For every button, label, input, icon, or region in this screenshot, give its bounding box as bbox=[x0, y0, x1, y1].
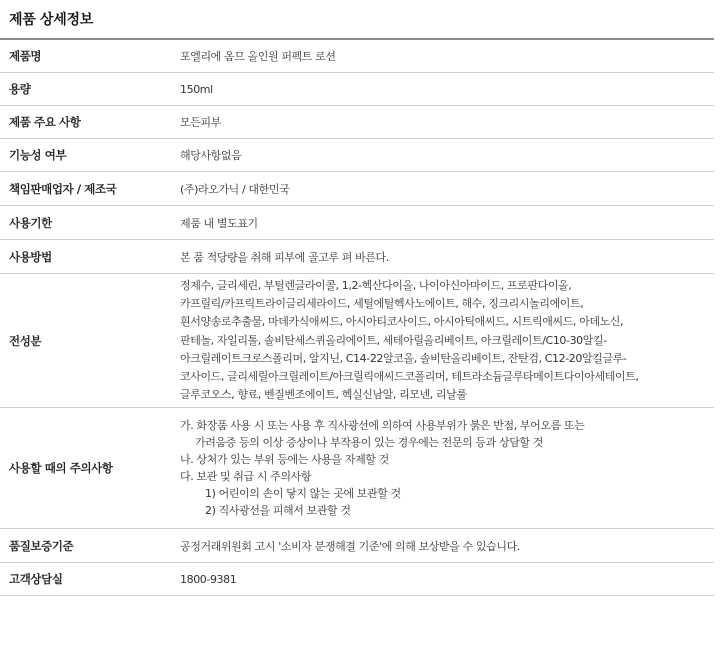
caution-line: 1) 어린이의 손이 닿지 않는 곳에 보관할 것 bbox=[205, 487, 401, 501]
ingredient-line: 흰서양송로추출물, 마데카식애씨드, 아시아티코사이드, 아시아틱애씨드, 시트릭애씨드, 아데노신, bbox=[180, 315, 624, 329]
row-label: 사용기한 bbox=[0, 206, 172, 240]
table-row-quality bbox=[0, 529, 714, 563]
table-row-ingredients bbox=[0, 274, 714, 408]
ingredient-line: 판테놀, 자일리톨, 솔비탄세스퀴올리에이트, 세테아릴올리베이트, 아크릴레이트/C10-30알킬- bbox=[180, 333, 607, 347]
row-label: 사용할 때의 주의사항 bbox=[0, 408, 172, 529]
ingredients-value bbox=[172, 274, 714, 408]
product-spec-table bbox=[0, 38, 714, 596]
table-row-usage bbox=[0, 240, 714, 274]
row-label: 고객상담실 bbox=[0, 563, 172, 596]
row-value: 포엘리에 옴므 올인원 퍼펙트 로션 bbox=[172, 39, 714, 73]
table-row-volume bbox=[0, 73, 714, 106]
caution-line: 가려움증 등의 이상 증상이나 부작용이 있는 경우에는 전문의 등과 상담할 것 bbox=[195, 436, 543, 450]
section-title: 제품 상세정보 bbox=[9, 12, 93, 28]
row-value: 공정거래위원회 고시 '소비자 분쟁해결 기준'에 의해 보상받을 수 있습니다. bbox=[172, 529, 714, 563]
row-value: 150ml bbox=[172, 73, 714, 106]
table-row-customer-service bbox=[0, 563, 714, 596]
row-label: 제품명 bbox=[0, 39, 172, 73]
table-row-product-name bbox=[0, 39, 714, 73]
table-row-cautions bbox=[0, 408, 714, 529]
ingredient-line: 코사이드, 글리세릴아크릴레이트/아크릴릭애씨드코폴리머, 테트라소듐글루타메이트다이아세테이트, bbox=[180, 370, 639, 384]
table-row-functional bbox=[0, 139, 714, 172]
table-row-manufacturer bbox=[0, 172, 714, 206]
row-value: 해당사항없음 bbox=[172, 139, 714, 172]
row-label: 전성분 bbox=[0, 274, 172, 408]
ingredient-line: 글루코오스, 향료, 벤질벤조에이트, 헥실신남알, 리모넨, 리날룰 bbox=[180, 388, 467, 402]
caution-line: 2) 직사광선을 피해서 보관할 것 bbox=[205, 504, 351, 518]
row-value: 1800-9381 bbox=[172, 563, 714, 596]
ingredient-line: 아크릴레이트크로스폴리머, 알지닌, C14-22알코올, 솔비탄올리베이트, 잔탄검, C12-20알킬글루- bbox=[180, 351, 627, 365]
caution-line: 다. 보관 및 취급 시 주의사항 bbox=[180, 470, 312, 484]
table-row-expiry bbox=[0, 206, 714, 240]
row-value: (주)라오가닉 / 대한민국 bbox=[172, 172, 714, 206]
row-label: 책임판매업자 / 제조국 bbox=[0, 172, 172, 206]
caution-line: 나. 상처가 있는 부위 등에는 사용을 자제할 것 bbox=[180, 453, 389, 467]
ingredient-line: 정제수, 글리세린, 부틸렌글라이콜, 1,2-헥산다이올, 나이아신아마이드, 프로판다이올, bbox=[180, 279, 572, 292]
row-label: 품질보증기준 bbox=[0, 529, 172, 563]
row-value: 모든피부 bbox=[172, 106, 714, 139]
ingredient-line: 카프릴릭/카프릭트라이글리세라이드, 세틸에틸헥사노에이트, 해수, 징크리시놀리에이트, bbox=[180, 297, 584, 311]
row-label: 사용방법 bbox=[0, 240, 172, 274]
table-row-main-info bbox=[0, 106, 714, 139]
row-value: 제품 내 별도표기 bbox=[172, 206, 714, 240]
row-label: 용량 bbox=[0, 73, 172, 106]
row-label: 제품 주요 사항 bbox=[0, 106, 172, 139]
caution-line: 가. 화장품 사용 시 또는 사용 후 직사광선에 의하여 사용부위가 붉은 반점, 부어오름 또는 bbox=[180, 419, 585, 433]
row-value: 본 품 적당량을 취해 피부에 골고루 펴 바른다. bbox=[172, 240, 714, 274]
cautions-value bbox=[172, 408, 714, 529]
row-label: 기능성 여부 bbox=[0, 139, 172, 172]
